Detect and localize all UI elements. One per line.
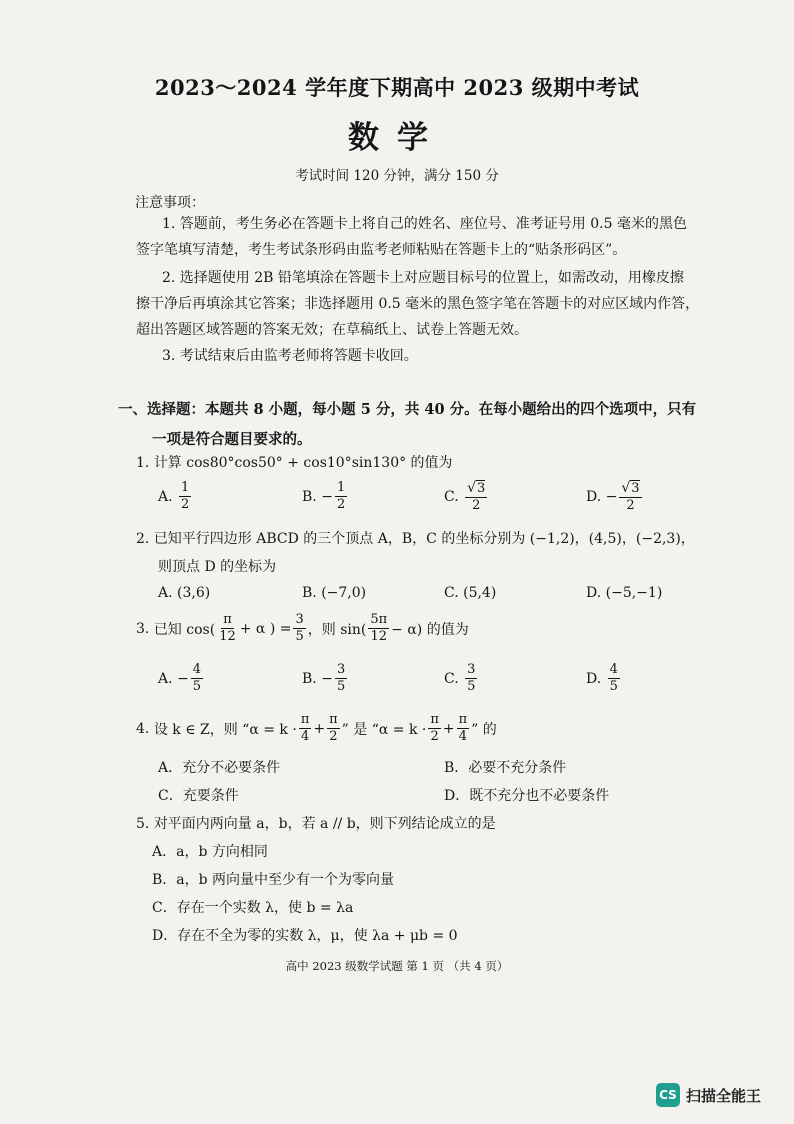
q4-two-2: 2 (430, 729, 439, 744)
q3-pre: 已知 cos( (153, 621, 216, 638)
q3-c-den: 5 (467, 679, 476, 694)
q1-a-label: A. (158, 488, 173, 505)
q3-post: − α) 的值为 (391, 621, 469, 638)
q1-c-radicand: 3 (477, 481, 486, 496)
q4-option-a: A．充分不必要条件 (158, 760, 281, 776)
q1-option-d (586, 480, 644, 514)
note-2c: 超出答题区域答题的答案无效；在草稿纸上、试卷上答题无效。 (136, 322, 528, 338)
q3-a-fraction (191, 662, 203, 695)
sqrt-icon: √ (467, 480, 477, 496)
q4-option-d: D．既不充分也不必要条件 (444, 788, 610, 804)
q4-number: 4. (136, 720, 150, 737)
q3-c-label: C. (444, 670, 459, 687)
q4-four-2: 4 (458, 729, 468, 744)
q1-d-num (619, 480, 641, 498)
q3-number: 3. (136, 620, 150, 637)
q5-option-b: B．a，b 两向量中至少有一个为零向量 (152, 872, 395, 888)
q3-option-b (302, 662, 349, 695)
q4-two-1: 2 (329, 729, 338, 744)
q3-alpha: + α ) = (239, 620, 292, 637)
question-1 (136, 452, 453, 472)
q1-b-minus: − (321, 488, 333, 505)
q3-pi: π (223, 612, 232, 627)
watermark-text: 扫描全能王 (686, 1086, 762, 1105)
subject-title: 数学 (348, 120, 446, 156)
question-4 (136, 712, 497, 745)
question-2 (136, 528, 695, 548)
q3-d-label: D. (586, 670, 602, 687)
q1-option-c (444, 480, 489, 514)
q3-d-num: 4 (609, 662, 618, 677)
q3-b-den: 5 (336, 679, 346, 694)
q1-number: 1. (136, 455, 150, 471)
section-line-2: 一项是符合题目要求的。 (152, 431, 312, 448)
sqrt-icon: √ (621, 480, 631, 496)
exam-time: 考试时间 120 分钟，满分 150 分 (295, 168, 499, 184)
q1-d-minus: − (605, 489, 618, 505)
q1-option-a (158, 480, 193, 513)
q4-post: ” 的 (471, 721, 497, 738)
q1-d-label: D. (586, 489, 602, 505)
q3-fivepi: 5π (370, 612, 388, 627)
q3-frac-5pi-12 (368, 612, 389, 645)
camscanner-logo-icon: CS (656, 1083, 680, 1107)
q1-d-fraction (619, 480, 641, 514)
note-2b: 擦干净后再填涂其它答案；非选择题用 0.5 毫米的黑色签字笔在答题卡的对应区域内作答， (136, 296, 700, 312)
q3-a-minus: − (177, 670, 189, 687)
q3-option-a (158, 662, 205, 695)
q4-frac-1 (299, 712, 312, 745)
q4-frac-2 (327, 712, 340, 745)
q2-number: 2. (136, 531, 150, 547)
q1-b-den: 2 (336, 497, 346, 512)
q1-a-den: 2 (181, 497, 190, 512)
q5-option-a: A．a，b 方向相同 (152, 844, 268, 860)
q2-option-b: B. (−7,0) (302, 585, 367, 601)
q2-stem-2: 则顶点 D 的坐标为 (158, 559, 277, 575)
q3-c-fraction (465, 662, 477, 695)
q1-c-label: C. (444, 489, 459, 505)
q4-plus-2: + (442, 720, 455, 737)
q1-c-num (465, 480, 487, 498)
q3-five: 5 (295, 629, 304, 644)
q3-b-minus: − (321, 670, 333, 687)
q3-a-label: A. (158, 670, 173, 687)
q2-option-c: C. (5,4) (444, 585, 497, 601)
q5-stem: 对平面内两向量 a，b，若 a // b，则下列结论成立的是 (153, 816, 496, 832)
q1-option-b (302, 480, 349, 513)
q1-c-den: 2 (472, 498, 481, 513)
q5-option-c: C．存在一个实数 λ，使 b = λa (152, 900, 354, 916)
q3-mid: ，则 sin( (307, 621, 367, 638)
q3-b-num: 3 (336, 662, 346, 677)
q3-frac-3-5 (293, 612, 305, 645)
q4-option-c: C．充要条件 (158, 788, 239, 804)
exam-title: 2023～2024 学年度下期高中 2023 级期中考试 (154, 75, 640, 100)
q4-four-1: 4 (300, 729, 310, 744)
note-1a: 1. 答题前，考生务必在答题卡上将自己的姓名、座位号、准考证号用 0.5 毫米的黑色 (162, 216, 687, 232)
q2-option-d: D. (−5,−1) (586, 585, 663, 601)
q4-pi-4: π (458, 712, 468, 727)
q3-b-label: B. (302, 670, 317, 687)
section-heading (118, 395, 703, 455)
q4-plus-1: + (313, 720, 326, 737)
q1-b-fraction (335, 480, 347, 513)
q1-b-label: B. (302, 488, 317, 505)
q1-d-radicand: 3 (631, 481, 640, 496)
q1-d-den: 2 (626, 498, 635, 513)
q4-pre: 设 k ∈ Z，则 “α = k · (153, 721, 297, 738)
q1-c-fraction (465, 480, 487, 514)
q4-frac-3 (428, 712, 441, 745)
section-line-1: 一、选择题：本题共 8 小题，每小题 5 分，共 40 分。在每小题给出的四个选项中，只有 (118, 401, 697, 418)
q1-stem: 计算 cos80°cos50° + cos10°sin130° 的值为 (153, 455, 453, 471)
q4-pi-1: π (300, 712, 310, 727)
q1-b-num: 1 (336, 480, 346, 495)
q4-mid: ” 是 “α = k · (341, 721, 427, 738)
notes-heading: 注意事项： (135, 195, 205, 211)
q3-three: 3 (295, 612, 304, 627)
q3-a-num: 4 (192, 662, 202, 677)
note-1b: 签字笔填写清楚，考生考试条形码由监考老师粘贴在答题卡上的“贴条形码区”。 (136, 242, 627, 258)
q3-twelve: 12 (219, 629, 236, 644)
scanner-watermark (656, 1080, 786, 1110)
q4-frac-4 (457, 712, 470, 745)
q1-a-fraction (179, 480, 191, 513)
q5-number: 5. (136, 816, 150, 832)
q3-option-d (586, 662, 622, 695)
note-2a: 2. 选择题使用 2B 铅笔填涂在答题卡上对应题目标号的位置上，如需改动，用橡皮擦 (162, 270, 684, 286)
q3-d-den: 5 (609, 679, 618, 694)
page-footer: 高中 2023 级数学试题 第 1 页 （共 4 页） (285, 959, 509, 973)
q3-a-den: 5 (192, 679, 202, 694)
q2-stem-1: 已知平行四边形 ABCD 的三个顶点 A，B，C 的坐标分别为 (−1,2)，(4,5)，(−2,3)， (153, 531, 695, 547)
note-3: 3. 考试结束后由监考老师将答题卡收回。 (162, 348, 418, 364)
q4-pi-2: π (329, 712, 338, 727)
question-3 (136, 612, 469, 645)
q3-c-num: 3 (467, 662, 476, 677)
q3-twelve-2: 12 (370, 629, 388, 644)
question-5 (136, 813, 496, 833)
q3-frac-pi-12 (217, 612, 238, 645)
q2-option-a: A. (3,6) (158, 585, 211, 601)
q5-option-d: D．存在不全为零的实数 λ，μ，使 λa + μb = 0 (152, 928, 458, 944)
q3-option-c (444, 662, 479, 695)
q3-b-fraction (335, 662, 347, 695)
q3-d-fraction (608, 662, 620, 695)
q4-pi-3: π (430, 712, 439, 727)
q4-option-b: B．必要不充分条件 (444, 760, 567, 776)
q1-a-num: 1 (181, 480, 190, 495)
